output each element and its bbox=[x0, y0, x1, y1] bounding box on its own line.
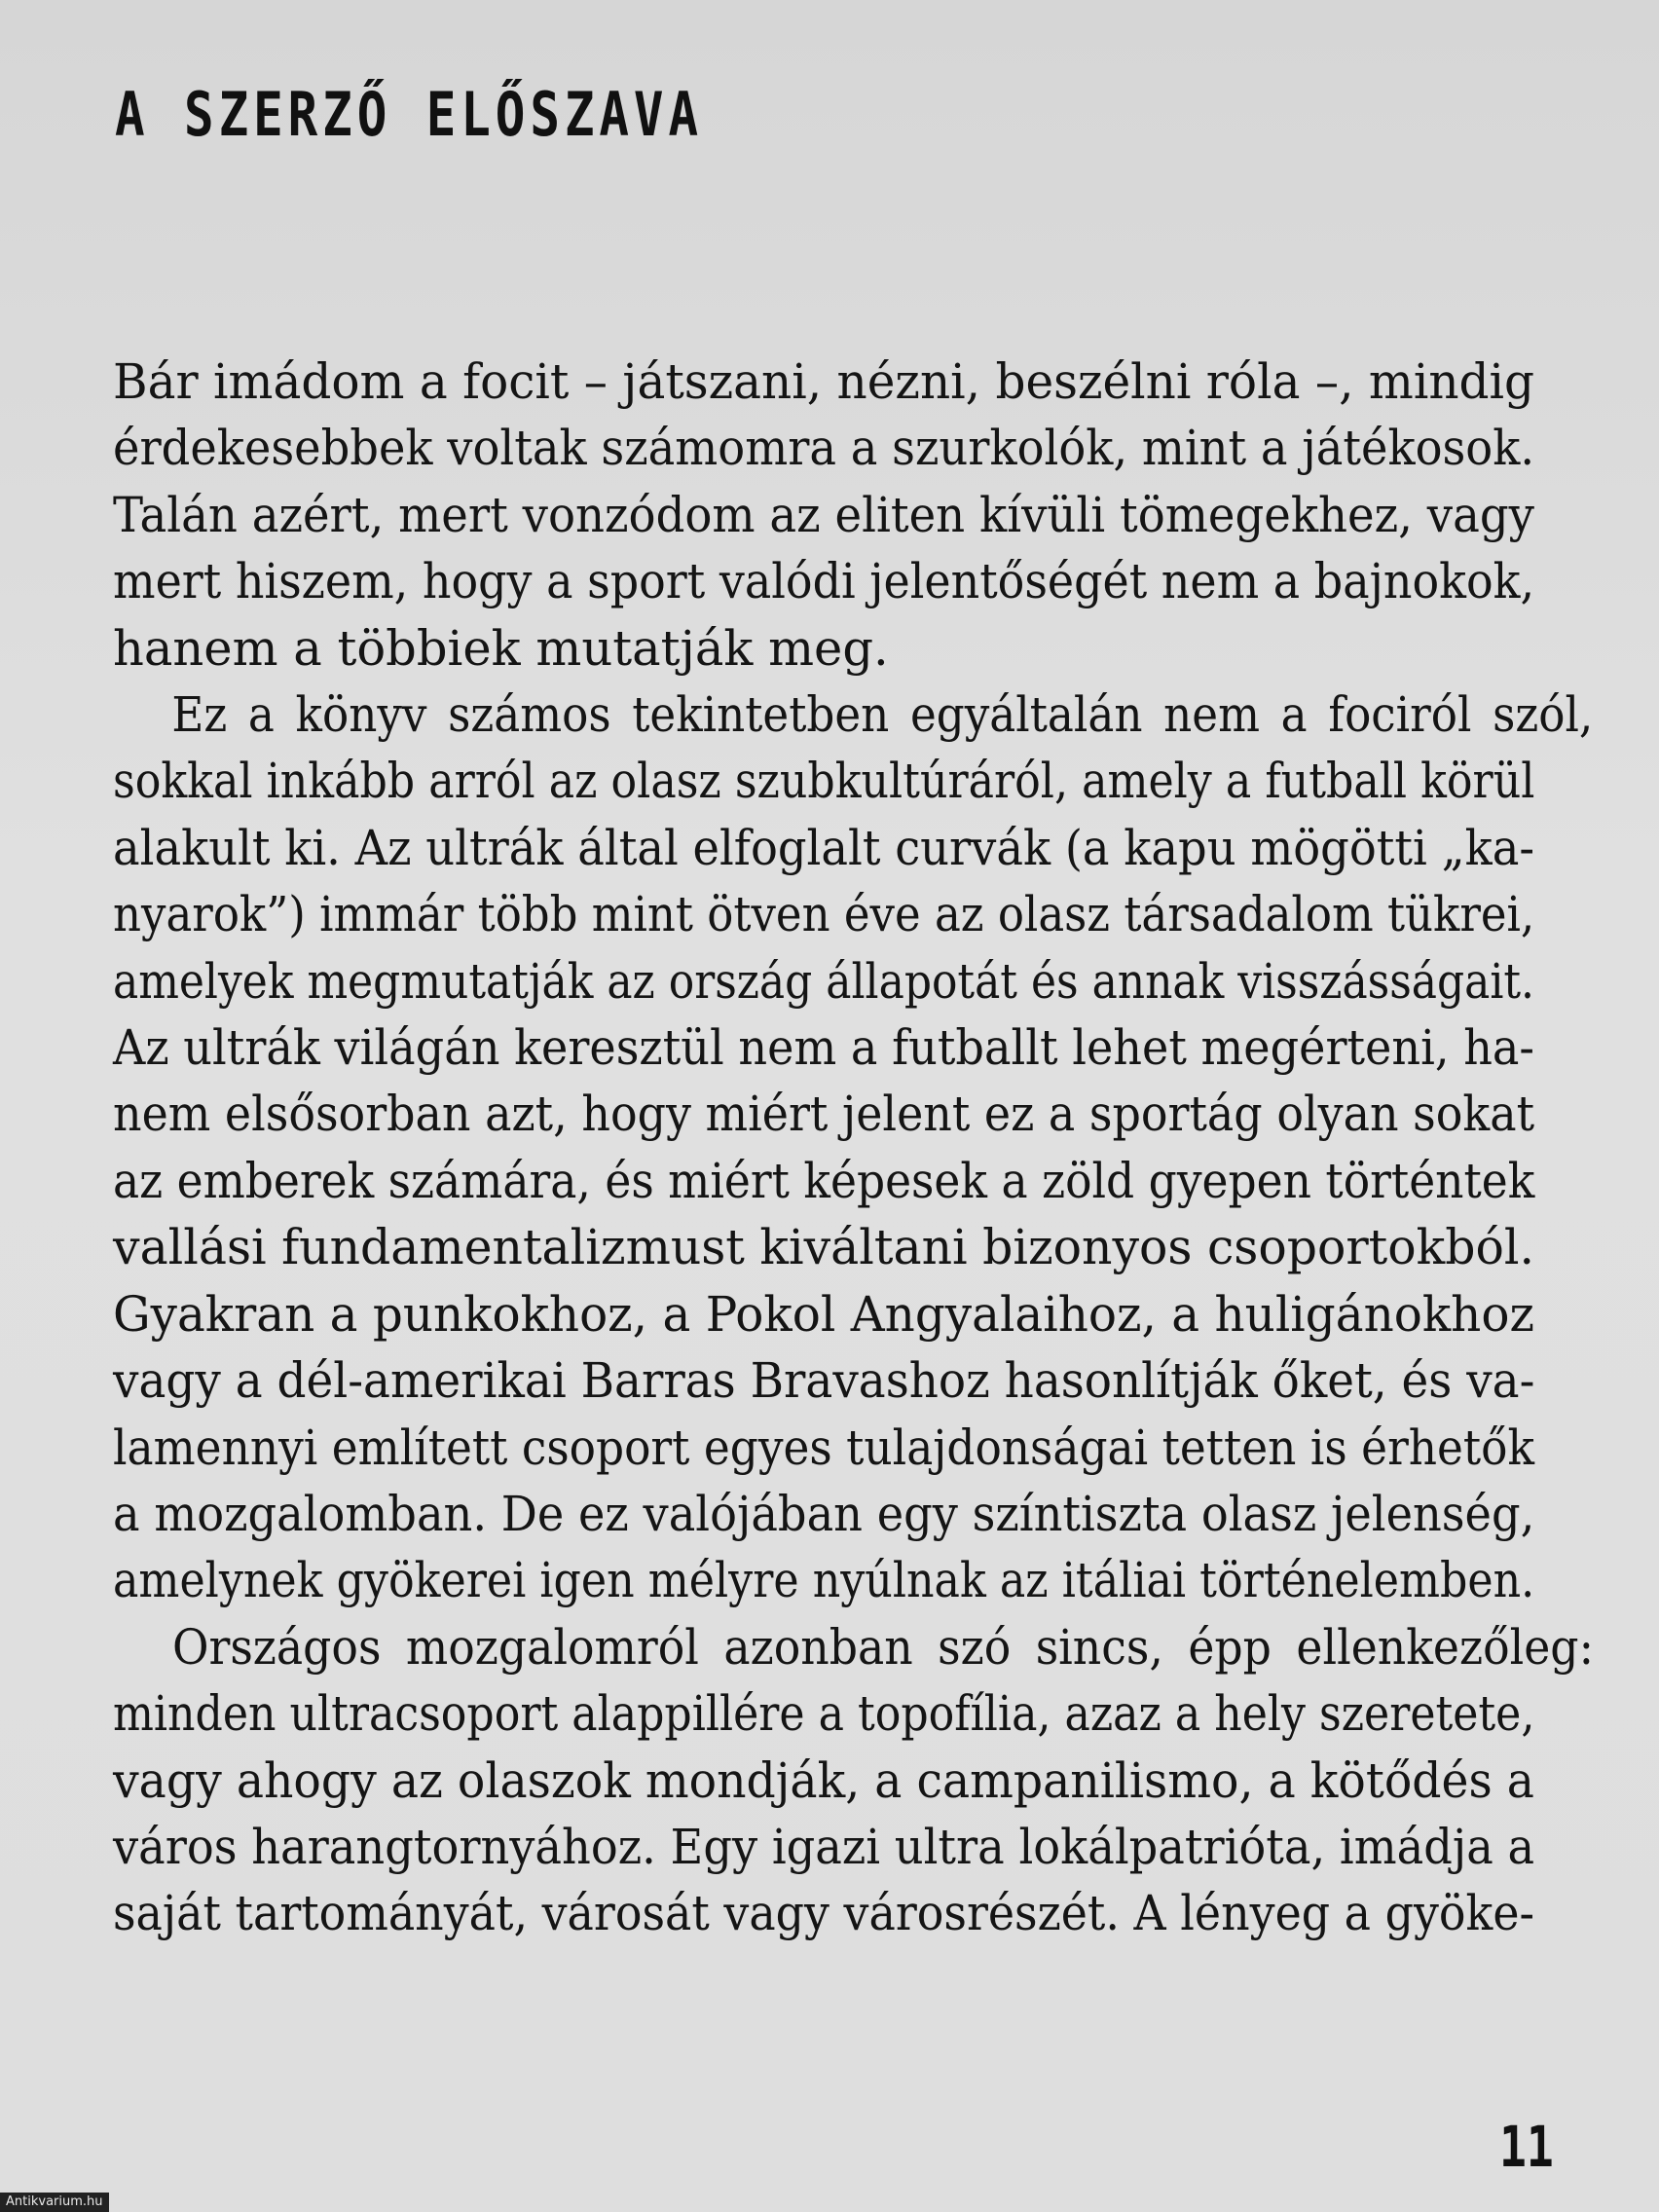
text-line: Az ultrák világán keresztül nem a futballt lehet megérteni, ha- bbox=[113, 1019, 1535, 1077]
body-text bbox=[113, 349, 1594, 1947]
text-line: mert hiszem, hogy a sport valódi jelentőségét nem a bajnokok, bbox=[113, 553, 1535, 610]
watermark: Antikvarium.hu bbox=[0, 2193, 109, 2212]
text-line: vagy a dél-amerikai Barras Bravashoz hasonlítják őket, és va- bbox=[113, 1352, 1535, 1410]
text-line: Talán azért, mert vonzódom az eliten kívüli tömegekhez, vagy bbox=[113, 486, 1534, 543]
text-line: vagy ahogy az olaszok mondják, a campanilismo, a kötődés a bbox=[113, 1751, 1534, 1809]
text-line: Bár imádom a focit – játszani, nézni, beszélni róla –, mindig bbox=[113, 353, 1535, 410]
text-line: lamennyi említett csoport egyes tulajdonságai tetten is érhetők bbox=[113, 1419, 1535, 1476]
chapter-heading: A SZERZŐ ELŐSZAVA bbox=[115, 79, 703, 150]
text-line: nem elsősorban azt, hogy miért jelent ez a sportág olyan sokat bbox=[113, 1086, 1535, 1143]
text-line: a mozgalomban. De ez valójában egy színtiszta olasz jelenség, bbox=[113, 1485, 1535, 1542]
text-line: saját tartományát, városát vagy városrészét. A lényeg a gyöke- bbox=[113, 1885, 1535, 1942]
text-line: hanem a többiek mutatják meg. bbox=[113, 619, 889, 677]
text-line: sokkal inkább arról az olasz szubkultúráról, amely a futball körül bbox=[113, 753, 1535, 810]
paragraph-1 bbox=[113, 349, 1534, 682]
text-line: Ez a könyv számos tekintetben egyáltalán nem a fociról szól, bbox=[171, 686, 1594, 744]
paragraph-2 bbox=[113, 682, 1594, 1614]
text-line: vallási fundamentalizmust kiváltani bizonyos csoportokból. bbox=[113, 1219, 1534, 1276]
text-line: amelynek gyökerei igen mélyre nyúlnak az itáliai történelemben. bbox=[113, 1552, 1535, 1609]
text-line: alakult ki. Az ultrák által elfoglalt curvák (a kapu mögötti „ka- bbox=[113, 819, 1535, 876]
text-line: Országos mozgalomról azonban szó sincs, épp ellenkezőleg: bbox=[171, 1618, 1594, 1676]
text-line: az emberek számára, és miért képesek a zöld gyepen történtek bbox=[113, 1152, 1535, 1209]
paragraph-3 bbox=[113, 1614, 1594, 1947]
page-number: 11 bbox=[1499, 2114, 1554, 2180]
text-line: Gyakran a punkokhoz, a Pokol Angyalaihoz, a huligánokhoz bbox=[113, 1285, 1534, 1343]
text-line: minden ultracsoport alappillére a topofília, azaz a hely szeretete, bbox=[113, 1685, 1535, 1743]
text-line: amelyek megmutatják az ország állapotát és annak visszásságait. bbox=[113, 952, 1535, 1010]
text-line: érdekesebbek voltak számomra a szurkolók, mint a játékosok. bbox=[113, 420, 1535, 477]
text-line: nyarok”) immár több mint ötven éve az olasz társadalom tükrei, bbox=[113, 886, 1535, 943]
text-line: város harangtornyához. Egy igazi ultra lokálpatrióta, imádja a bbox=[113, 1818, 1535, 1875]
